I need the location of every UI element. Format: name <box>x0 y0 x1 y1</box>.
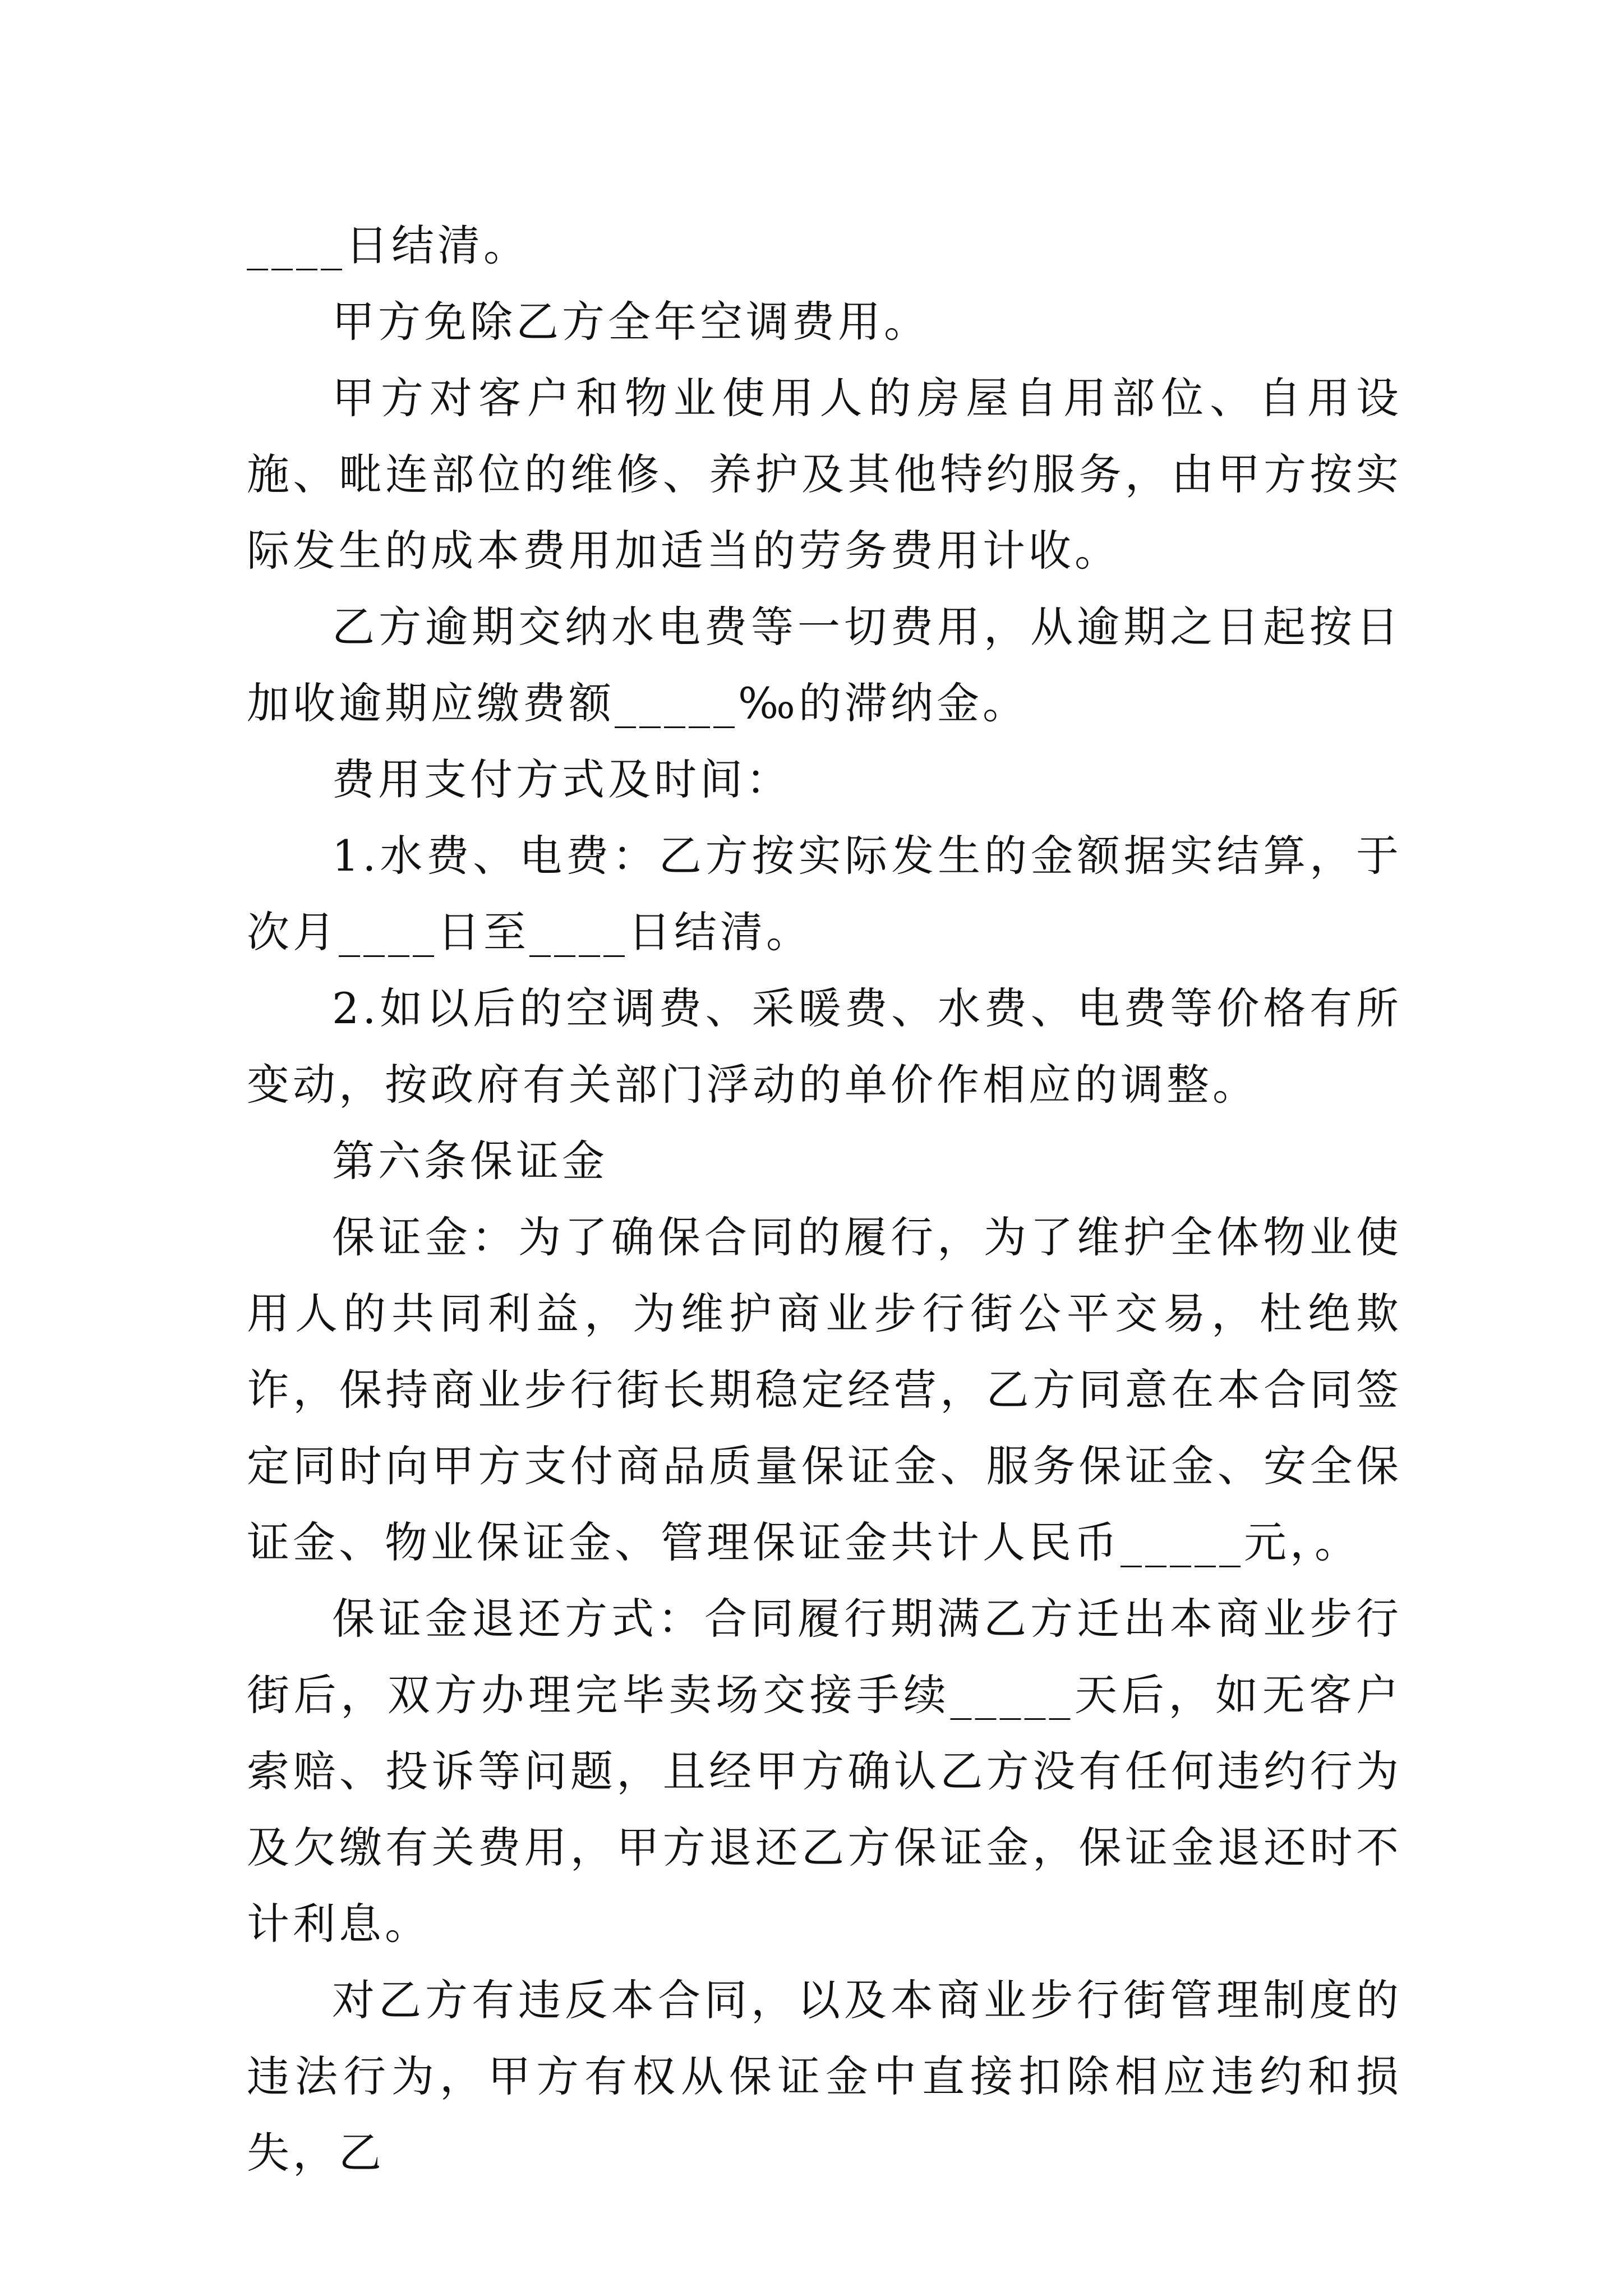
paragraph-deposit-deduction: 对乙方有违反本合同，以及本商业步行街管理制度的违法行为，甲方有权从保证金中直接扣除相应违约和损失，乙 <box>247 1975 1402 2178</box>
contract-text-body <box>247 208 1402 2191</box>
paragraph-settlement-end: ____日结清。 <box>247 220 529 270</box>
paragraph-late-fee: 乙方逾期交纳水电费等一切费用，从逾期之日起按日加收逾期应缴费额_____‰的滞纳金。 <box>247 602 1402 728</box>
paragraph-payment-heading: 费用支付方式及时间： <box>332 754 792 804</box>
paragraph-water-electricity: 1.水费、电费：乙方按实际发生的金额据实结算，于次月____日至____日结清。 <box>247 831 1402 957</box>
paragraph-aircon-waiver: 甲方免除乙方全年空调费用。 <box>332 297 930 347</box>
paragraph-price-adjustment: 2.如以后的空调费、采暖费、水费、电费等价格有所变动，按政府有关部门浮动的单价作相应的调整。 <box>247 983 1402 1110</box>
paragraph-deposit-refund: 保证金退还方式：合同履行期满乙方迁出本商业步行街后，双方办理完毕卖场交接手续_____天后，如无客户索赔、投诉等问题，且经甲方确认乙方没有任何违约行为及欠缴有关费用，甲方退还乙方保证金，保证金退还时不计利息。 <box>247 1594 1402 1949</box>
paragraph-deposit-terms: 保证金：为了确保合同的履行，为了维护全体物业使用人的共同利益，为维护商业步行街公平交易，杜绝欺诈，保持商业步行街长期稳定经营，乙方同意在本合同签定同时向甲方支付商品质量保证金、服务保证金、安全保证金、物业保证金、管理保证金共计人民币_____元，。 <box>247 1212 1402 1567</box>
paragraph-maintenance-fees: 甲方对客户和物业使用人的房屋自用部位、自用设施、毗连部位的维修、养护及其他特约服务，由甲方按实际发生的成本费用加适当的劳务费用计收。 <box>247 373 1402 576</box>
section-heading-deposit: 第六条保证金 <box>332 1136 608 1186</box>
